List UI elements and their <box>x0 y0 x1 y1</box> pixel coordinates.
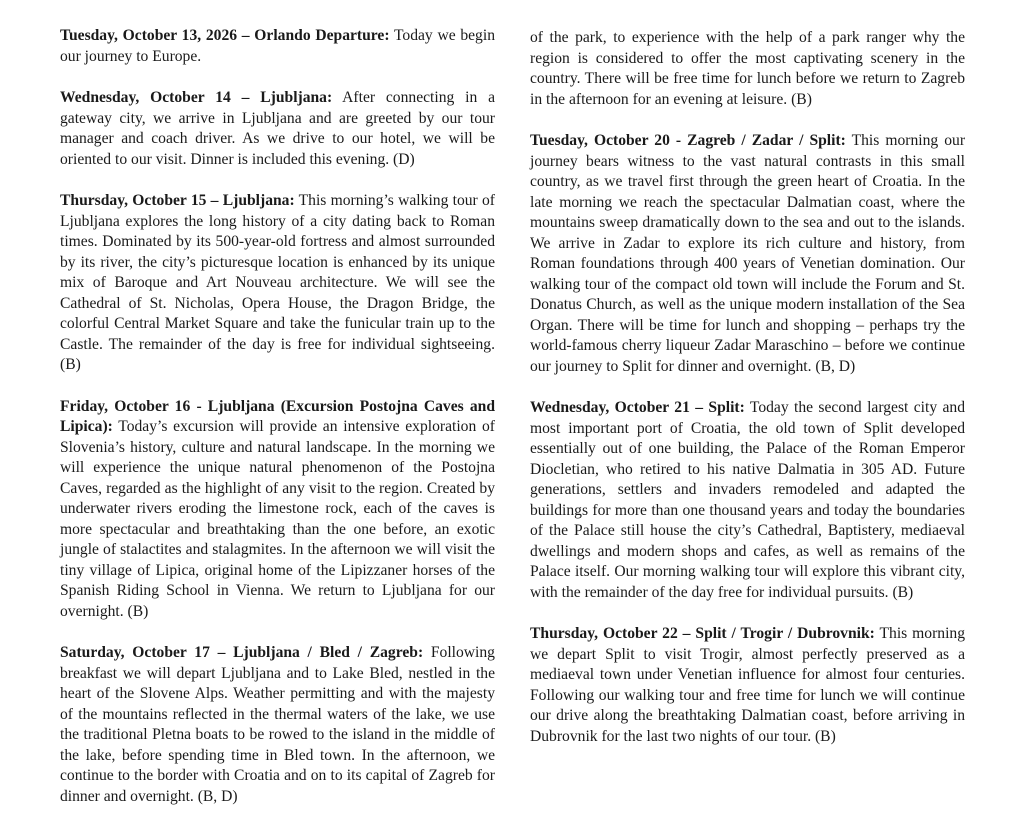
day-heading: Wednesday, October 21 – Split: <box>530 399 745 416</box>
day-heading: Saturday, October 17 – Ljubljana / Bled / Zagreb: <box>60 644 424 661</box>
day-entry-oct-22 <box>530 624 965 747</box>
day-entry-oct-15 <box>60 191 495 376</box>
day-description: Today the second largest city and most important port of Croatia, the old town of Split developed essentially out of one building, the Palace of the Roman Emperor Diocletian, who retired to his native Dalmatia in 305 AD. Future generations, settlers and invaders remodeled and adapted the buildings for more than one thousand years and today the boundaries of the Palace still house the city’s Cathedral, Baptistery, mediaeval dwellings and modern shops and cafes, as well as remains of the Palace itself. Our morning walking tour will explore this vibrant city, with the remainder of the day free for individual pursuits. (B) <box>530 399 965 601</box>
right-column <box>530 28 965 768</box>
day-heading: Wednesday, October 14 – Ljubljana: <box>60 89 333 106</box>
day-entry-oct-17 <box>60 643 495 807</box>
day-description: of the park, to experience with the help of a park ranger why the region is considered to offer the most captivating scenery in the country. There will be free time for lunch before we return to Zagreb in the afternoon for an evening at leisure. (B) <box>530 29 965 108</box>
day-description: Today we begin our journey to Europe. <box>60 27 495 65</box>
day-description: Following breakfast we will depart Ljubljana and to Lake Bled, nestled in the heart of the Slovene Alps. Weather permitting and with the majesty of the mountains reflected in the thermal waters of the lake, we use the traditional Pletna boats to be rowed to the island in the middle of the lake, before spending time in Bled town. In the afternoon, we continue to the border with Croatia and on to its capital of Zagreb for dinner and overnight. (B, D) <box>60 644 495 805</box>
day-description: This morning’s walking tour of Ljubljana explores the long history of a city dating back to Roman times. Dominated by its 500-year-old fortress and almost surrounded by its river, the city’s picturesque location is enhanced by its unique mix of Baroque and Art Nouveau architecture. We will see the Cathedral of St. Nicholas, Opera House, the Dragon Bridge, the colorful Central Market Square and take the funicular train up to the Castle. The remainder of the day is free for individual sightseeing. (B) <box>60 192 495 373</box>
day-entry-oct-13 <box>60 26 495 67</box>
day-entry-oct-20 <box>530 131 965 377</box>
day-description: This morning our journey bears witness to the vast natural contrasts in this small country, as we travel first through the green heart of Croatia. In the late morning we reach the spectacular Dalmatian coast, where the mountains sweep dramatically down to the sea and out to the islands. We arrive in Zadar to explore its rich culture and history, from Roman foundations through 400 years of Venetian domination. Our walking tour of the compact old town will include the Forum and St. Donatus Church, as well as the unique modern installation of the Sea Organ. There will be time for lunch and shopping – perhaps try the world-famous cherry liqueur Zadar Maraschino – before we continue our journey to Split for dinner and overnight. (B, D) <box>530 132 966 375</box>
day-description: This morning we depart Split to visit Trogir, almost perfectly preserved as a mediaeval town under Venetian influence for almost four centuries. Following our walking tour and free time for lunch we will continue our drive along the breathtaking Dalmatian coast, before arriving in Dubrovnik for the last two nights of our tour. (B) <box>530 625 965 745</box>
day-heading: Thursday, October 15 – Ljubljana: <box>60 192 295 209</box>
day-entry-oct-21 <box>530 398 965 603</box>
day-heading: Friday, October 16 - Ljubljana (Excursion Postojna Caves and Lipica): <box>60 397 495 435</box>
day-heading: Thursday, October 22 – Split / Trogir / Dubrovnik: <box>530 625 875 642</box>
day-description: After connecting in a gateway city, we arrive in Ljubljana and are greeted by our tour manager and coach driver. As we drive to our hotel, we will be oriented to our visit. Dinner is included this evening. (D) <box>60 89 495 168</box>
day-heading: Tuesday, October 20 - Zagreb / Zadar / Split: <box>530 132 846 149</box>
day-entry-continued <box>530 28 965 110</box>
day-description: Today’s excursion will provide an intensive exploration of Slovenia’s history, culture and natural landscape. In the morning we will experience the unique natural phenomenon of the Postojna Caves, regarded as the highlight of any visit to the region. Created by underwater rivers eroding the limestone rock, each of the caves is more spectacular and breathtaking than the one before, an exotic jungle of stalactites and stalagmites. In the afternoon we will visit the tiny village of Lipica, original home of the Lipizzaner horses of the Spanish Riding School in Vienna. We return to Ljubljana for our overnight. (B) <box>60 418 495 620</box>
day-heading: Tuesday, October 13, 2026 – Orlando Departure: <box>60 27 390 44</box>
left-column <box>60 26 495 828</box>
day-entry-oct-16 <box>60 397 495 623</box>
day-entry-oct-14 <box>60 88 495 170</box>
